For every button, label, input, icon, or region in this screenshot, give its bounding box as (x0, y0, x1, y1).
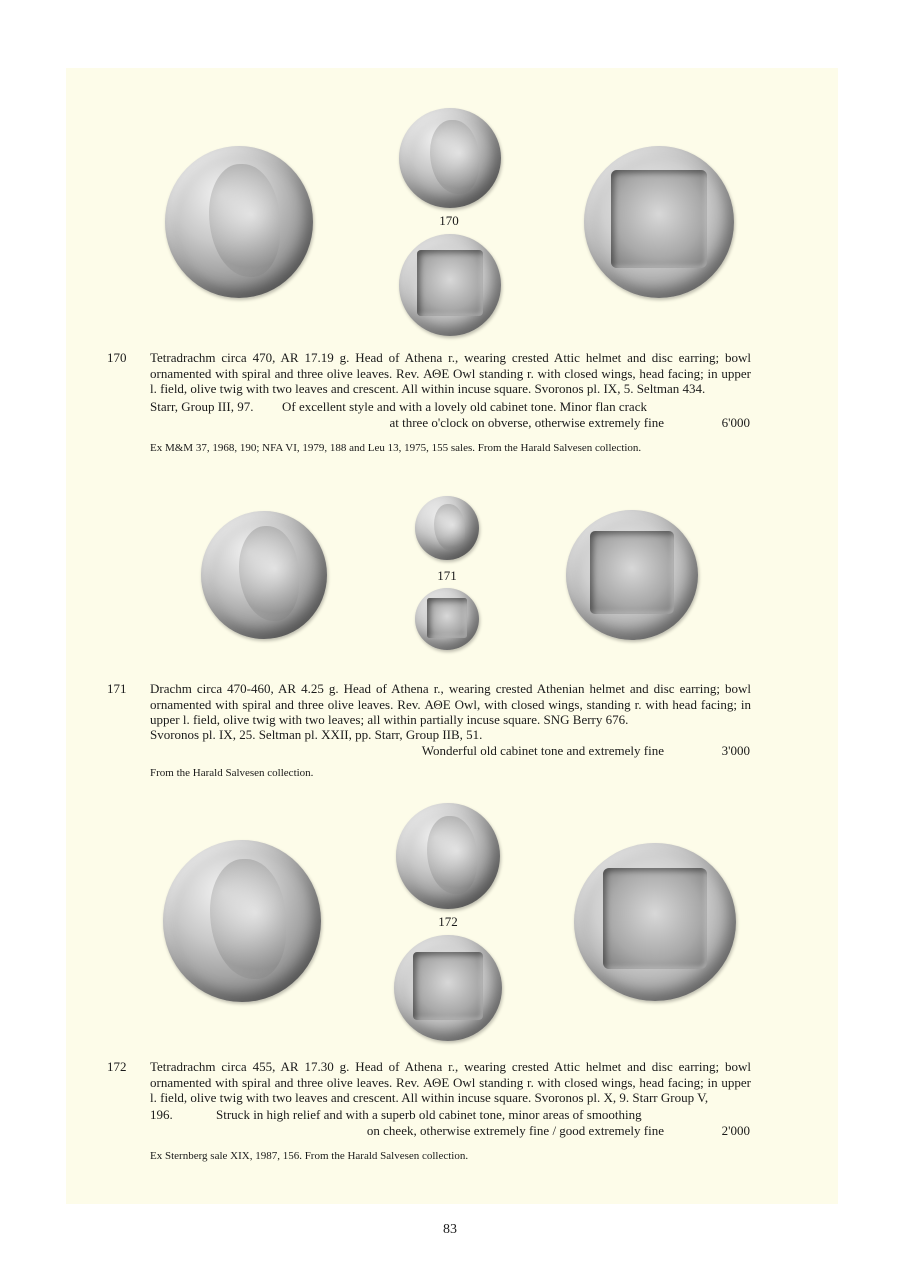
coin-171-obverse-large (201, 511, 327, 639)
coin-170-obverse-small (399, 108, 501, 208)
lot-171-estimate: 3'000 (721, 743, 750, 758)
coin-170-obverse-large (165, 146, 313, 298)
lot-172-comment-1: Struck in high relief and with a superb old cabinet tone, minor areas of smoothing (216, 1107, 642, 1122)
lot-170-description: Tetradrachm circa 470, AR 17.19 g. Head of Athena r., wearing crested Attic helmet and disc earring; bowl ornamented with spiral and three olive leaves. Rev. ΑΘΕ Owl standing r. with closed wings, head facing; in upper l. field, olive twig with two leaves and crescent. All within incuse square. Svoronos pl. IX, 5. Seltman 434. (150, 350, 751, 396)
coin-171-reverse-large (566, 510, 698, 640)
coin-172-reverse-large (574, 843, 736, 1001)
lot-170-estimate: 6'000 (721, 415, 750, 430)
coin-170-reverse-small (399, 234, 501, 336)
coin-170-label: 170 (439, 213, 459, 228)
lot-170-reference-end: Starr, Group III, 97. (150, 399, 254, 414)
lot-172-provenance: Ex Sternberg sale XIX, 1987, 156. From the Harald Salvesen collection. (150, 1150, 469, 1162)
coin-171-reverse-small (415, 588, 479, 650)
lot-171-comment: Wonderful old cabinet tone and extremely fine (421, 743, 664, 758)
page-number: 83 (443, 1222, 457, 1237)
lot-172-number: 172 (107, 1059, 127, 1074)
coin-171-label: 171 (437, 568, 457, 583)
lot-170-comment-2: at three o'clock on obverse, otherwise extremely fine (389, 415, 664, 430)
lot-171-reference-end: Svoronos pl. IX, 25. Seltman pl. XXII, pp. Starr, Group IIB, 51. (150, 727, 483, 742)
lot-170-provenance: Ex M&M 37, 1968, 190; NFA VI, 1979, 188 and Leu 13, 1975, 155 sales. From the Harald Salvesen collection. (150, 442, 642, 454)
lot-172-comment-2: on cheek, otherwise extremely fine / good extremely fine (366, 1123, 664, 1138)
coin-172-label: 172 (438, 914, 458, 929)
lot-172-description: Tetradrachm circa 455, AR 17.30 g. Head of Athena r., wearing crested Attic helmet and disc earring; bowl ornamented with spiral and three olive leaves. Rev. ΑΘΕ Owl standing r. with closed wings, head facing; in upper l. field, olive twig with two leaves and crescent. All within incuse square. Svoronos pl. X, 9. Starr Group V, (150, 1059, 751, 1105)
coin-172-obverse-large (163, 840, 321, 1002)
lot-171-provenance: From the Harald Salvesen collection. (150, 767, 314, 779)
coin-171-obverse-small (415, 496, 479, 560)
lot-172-estimate: 2'000 (721, 1123, 750, 1138)
lot-170-number: 170 (107, 350, 127, 365)
lot-171-description: Drachm circa 470-460, AR 4.25 g. Head of Athena r., wearing crested Athenian helmet and disc earring; bowl ornamented with spiral and three olive leaves. Rev. ΑΘΕ Owl, with closed wings, standing r. with head facing; in upper l. field, olive twig with two leaves; all within partially incuse square. SNG Berry 676. (150, 681, 751, 727)
lot-170-comment-1: Of excellent style and with a lovely old cabinet tone. Minor flan crack (282, 399, 647, 414)
coin-172-reverse-small (394, 935, 502, 1041)
lot-172-reference-end: 196. (150, 1107, 173, 1122)
lot-171-number: 171 (107, 681, 127, 696)
coin-170-reverse-large (584, 146, 734, 298)
coin-172-obverse-small (396, 803, 500, 909)
